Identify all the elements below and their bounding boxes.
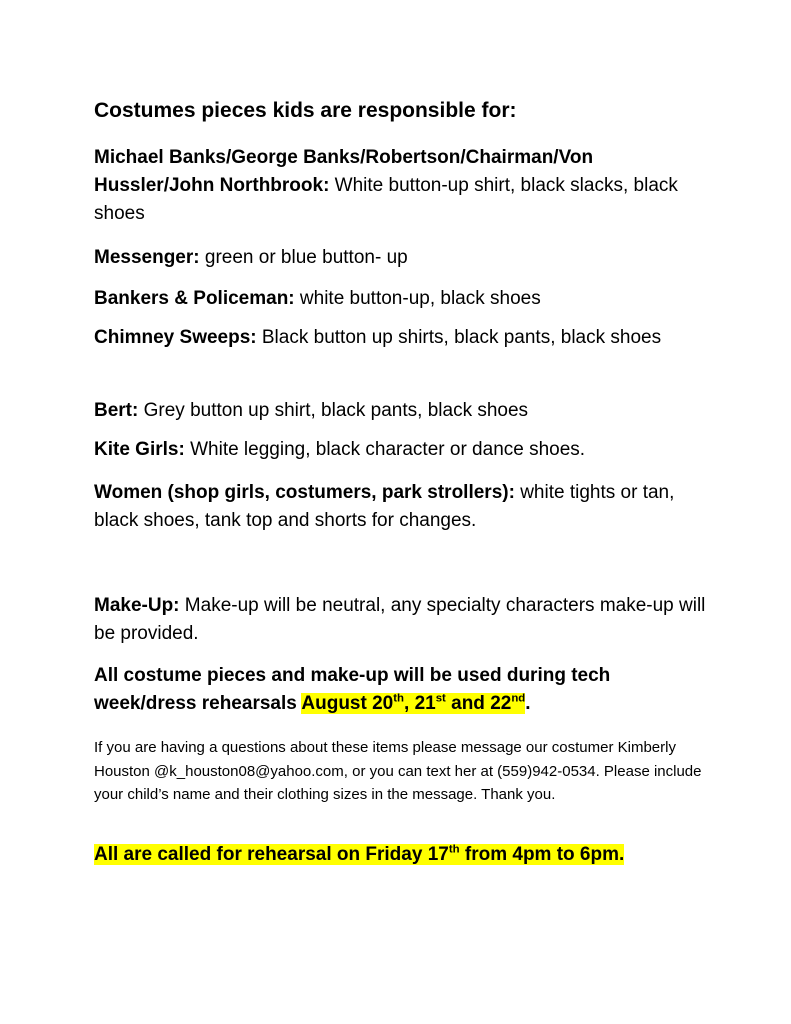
date-suffix: st <box>435 692 446 705</box>
contact-note: If you are having a questions about these items please message our costumer Kimberly Houston @k_houston08@yahoo.com, or you can text her at (559)942-0534. Please include your child’s name and their clothing sizes in the message. Thank you. <box>94 739 702 803</box>
role-desc: white tights or tan, black shoes, tank top and shorts for changes. <box>94 482 675 531</box>
role-desc: green or blue button- up <box>199 247 408 268</box>
role-desc: Grey button up shirt, black pants, black shoes <box>138 400 529 421</box>
role-item-chimney-sweeps <box>94 324 714 352</box>
tech-lead: All costume pieces and make-up will be used during tech week/dress rehearsals <box>94 665 611 714</box>
date-august-20: August 20 <box>301 693 394 714</box>
role-desc: white button-up, black shoes <box>294 288 541 309</box>
date-separator: , <box>404 693 415 714</box>
date-separator: and <box>445 693 491 714</box>
role-name: Messenger: <box>94 247 200 268</box>
role-desc: White button-up shirt, black slacks, black shoes <box>94 175 678 224</box>
date-21: 21 <box>414 693 436 714</box>
role-item-bankers <box>94 285 714 313</box>
makeup-note <box>94 592 714 648</box>
role-item-banks <box>94 144 714 228</box>
makeup-label: Make-Up: <box>94 595 180 616</box>
tech-dates-highlight <box>301 693 525 714</box>
role-item-women <box>94 479 714 535</box>
call-suffix: th <box>448 843 460 856</box>
call-note <box>94 841 714 869</box>
tech-week-note <box>94 662 714 718</box>
role-name: Women (shop girls, costumers, park strollers): <box>94 482 515 503</box>
date-suffix: nd <box>511 692 526 705</box>
call-text: All are called for rehearsal on Friday 17 <box>94 844 449 865</box>
role-name: Bert: <box>94 400 139 421</box>
role-name: Kite Girls: <box>94 439 185 460</box>
role-item-kite-girls <box>94 436 714 464</box>
call-highlight <box>94 844 624 865</box>
page-heading: Costumes pieces kids are responsible for: <box>94 99 517 122</box>
makeup-text: Make-up will be neutral, any specialty characters make-up will be provided. <box>94 595 706 644</box>
role-item-bert <box>94 397 714 425</box>
role-name: Michael Banks/George Banks/Robertson/Chairman/Von Hussler/John Northbrook: <box>94 147 594 196</box>
date-suffix: th <box>393 692 405 705</box>
role-desc: Black button up shirts, black pants, black shoes <box>256 327 662 348</box>
call-time: from 4pm to 6pm. <box>459 844 625 865</box>
date-22: 22 <box>490 693 512 714</box>
tech-end: . <box>525 693 531 714</box>
role-item-messenger <box>94 244 714 272</box>
role-name: Bankers & Policeman: <box>94 288 295 309</box>
role-name: Chimney Sweeps: <box>94 327 257 348</box>
role-desc: White legging, black character or dance shoes. <box>184 439 586 460</box>
